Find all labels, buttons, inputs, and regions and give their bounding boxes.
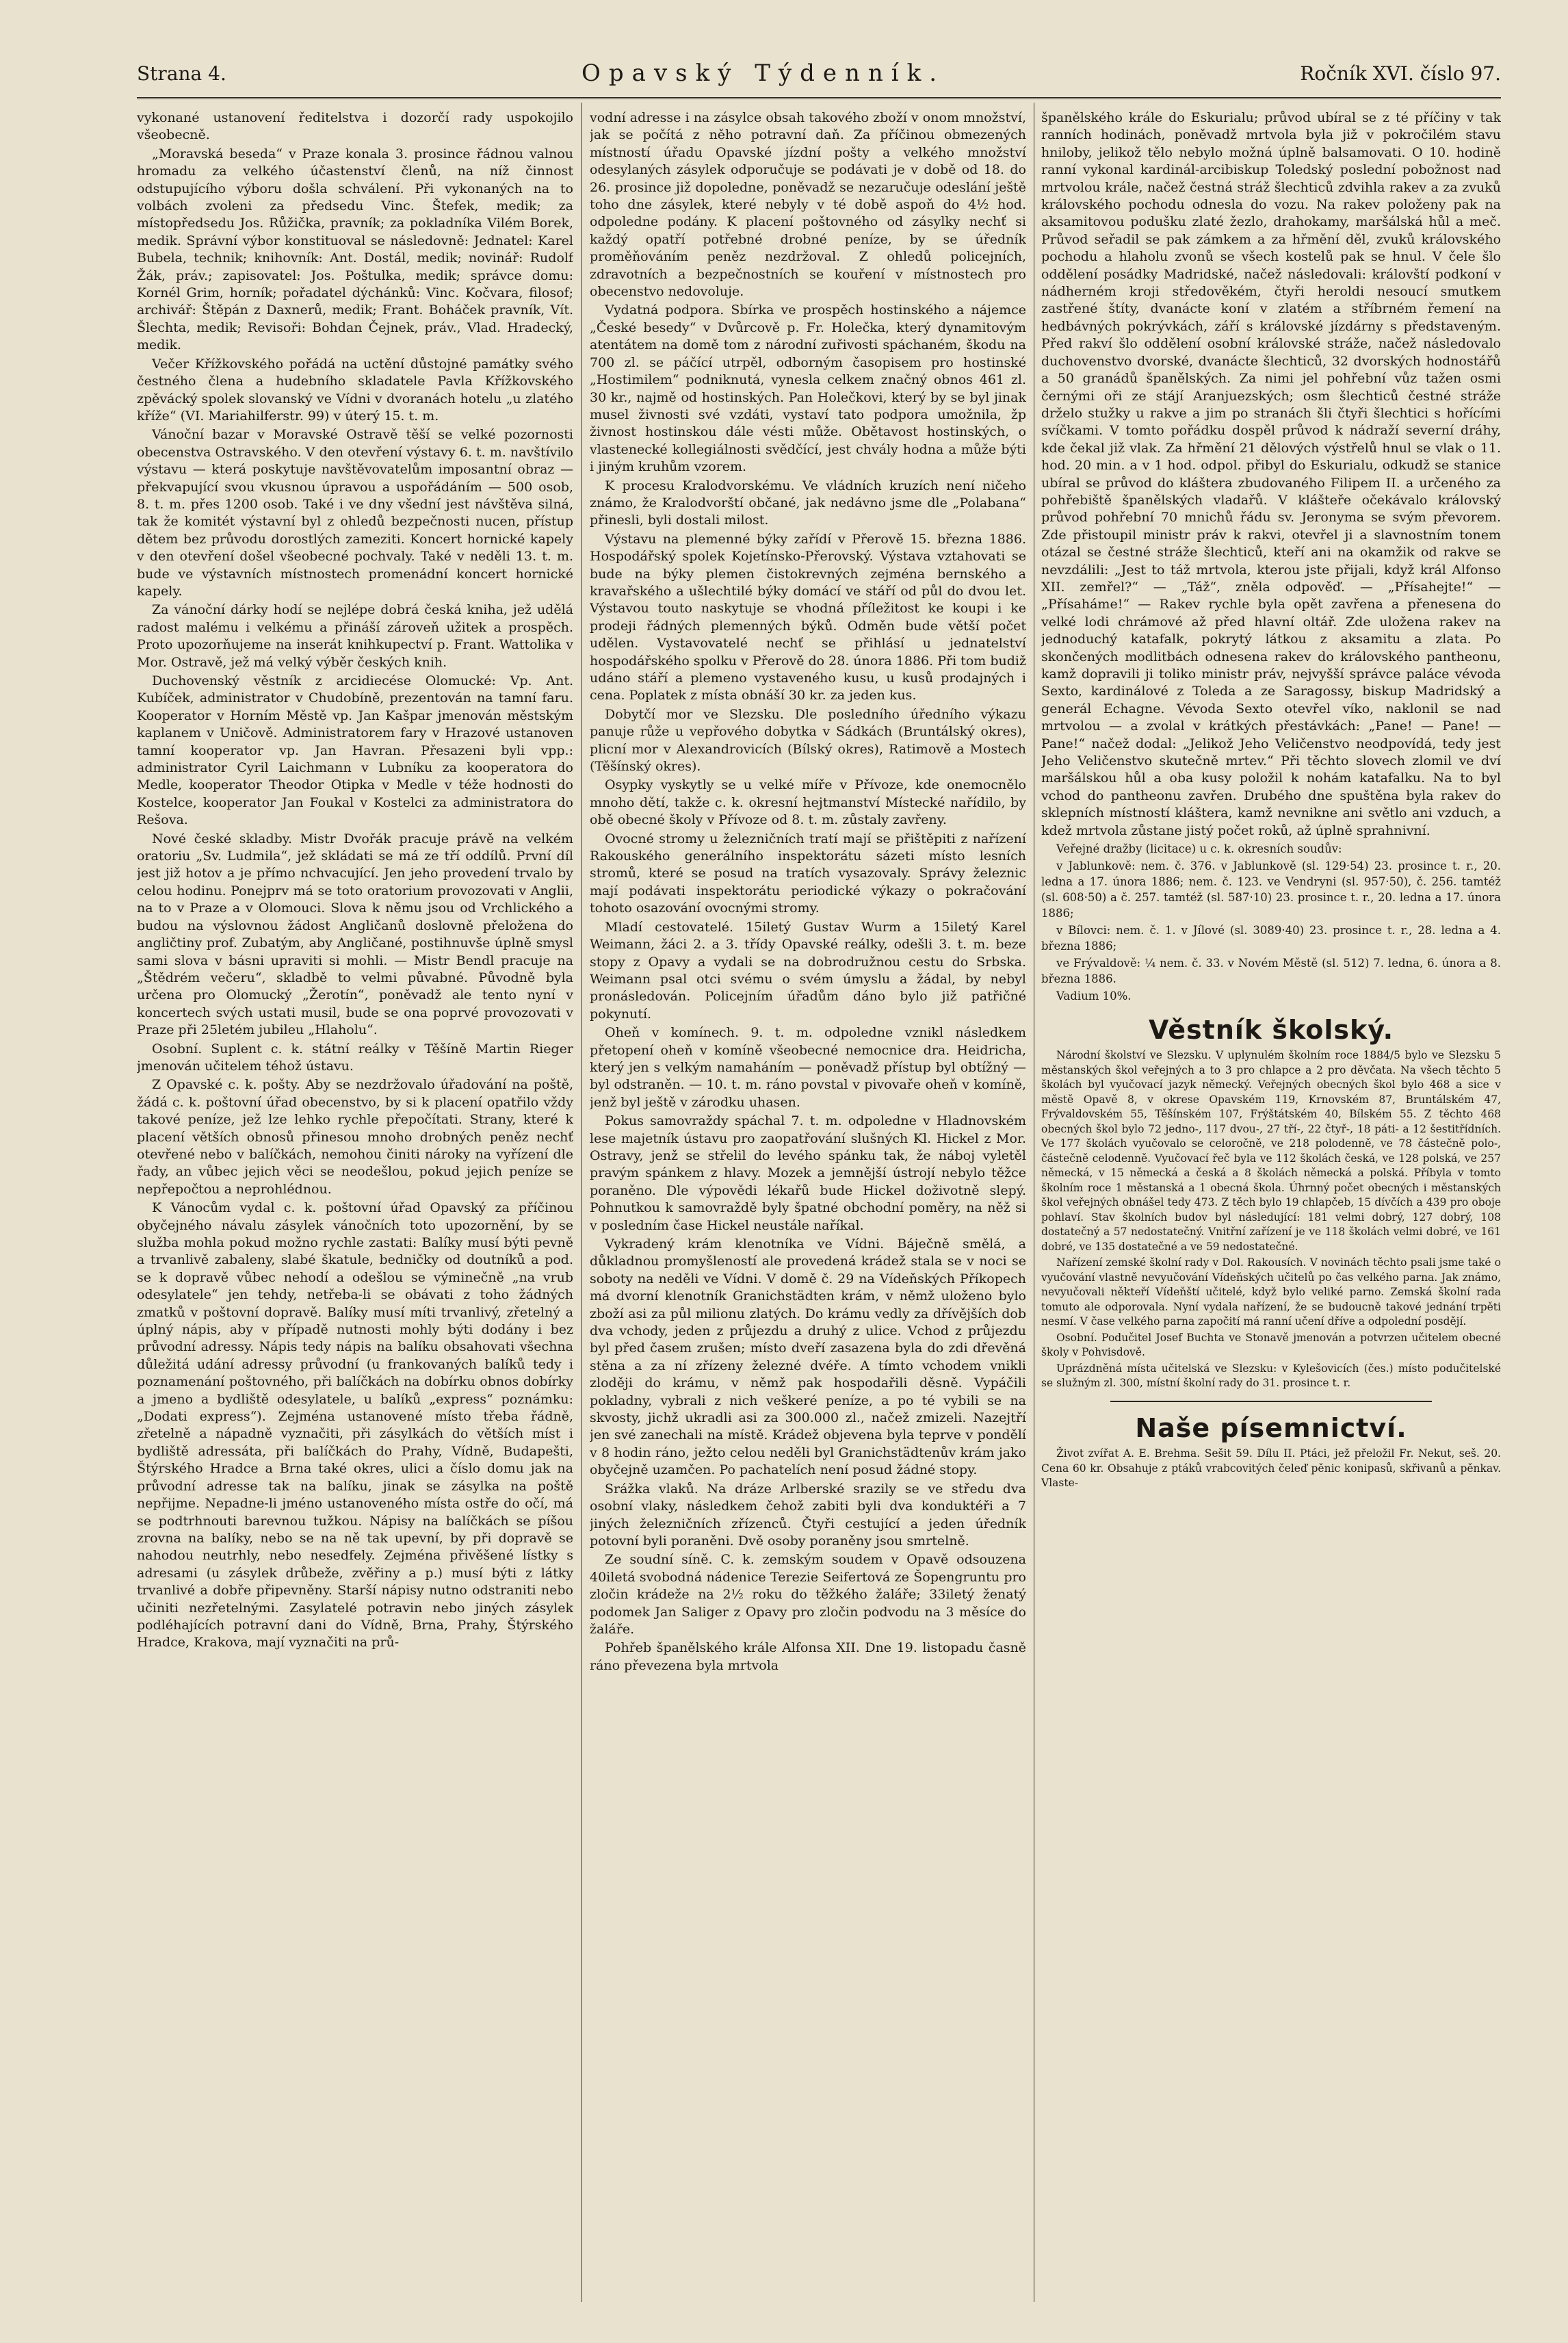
page-number: Strana 4. <box>137 62 226 85</box>
column-3 <box>1041 109 1501 2302</box>
article-paragraph: Život zvířat A. E. Brehma. Sešit 59. Dílu II. Ptáci, jež přeložil Fr. Nekut, seš. 20. Cena 60 kr. Obsahuje z ptáků vrabcovitých čeleď pěnic konipasů, skřivanů a pěnkav. Vlaste- <box>1041 1447 1501 1490</box>
issue-info: Ročník XVI. číslo 97. <box>1300 62 1501 85</box>
article-paragraph: Národní školství ve Slezsku. V uplynulém školním roce 1884/5 bylo ve Slezsku 5 městanských škol veřejných a to 3 pro chlapce a 2 pro děvčata. Na všech těchto 5 školách byl vyučovací jazyk německý. Veřejných obecných škol bylo 468 a sice v městě Opavě 8, v okrese Opavském 119, Krnovském 87, Bruntálském 47, Frývaldovském 55, Těšínském 107, Frýštátském 40, Bílském 55. Z těchto 468 obecných škol bylo 72 jedno-, 117 dvou-, 27 tří-, 22 čtyř-, 18 páti- a 12 šestitřídních. Ve 177 školách vyučovalo se celoročně, ve 218 polodenně, ve 78 částečně polo-, částečně celodenně. Vyučovací řeč byla ve 112 školách česká, ve 128 polská, ve 257 německá, v 15 německá a česká a 8 školách německá a polská. Příbyla v tomto školním roce 1 městanská a 1 obecná škola. Úhrnný počet obecných i městanských škol veřejných obnášel tedy 473. Z těch bylo 19 chlapčeb, 15 dívčích a 439 pro oboje pohlaví. Stav školních budov byl následující: 181 velmi dobrý, 127 dobrý, 108 dostatečný a 57 nedostatečný. Vnitřní zařízení je ve 118 školách velmi dobré, ve 161 dobré, ve 135 dostatečné a ve 59 nedostatečné. <box>1041 1049 1501 1253</box>
article-paragraph: Z Opavské c. k. pošty. Aby se nezdržovalo úřadování na poště, žádá c. k. poštovní úřad obecenstvo, by si k placení opatřilo vždy takové peníze, jež lze lehko rychle přepočítati. Strany, které k placení větších obnosů přinesou mnoho drobných peněz nechť otevřené nebo v balíčkách, nemohou činiti nároky na vyřízení dle řady, an vůbec jejich věci se neodešlou, pokud jejich peníze se nepřepočtou a neprohlédnou. <box>137 1077 573 1197</box>
article-paragraph: Srážka vlaků. Na dráze Arlberské srazily se ve středu dva osobní vlaky, následkem čehož zabiti byli dva konduktéři a 7 jiných železničních zřízenců. Čtyři cestující a jeden úředník potovní byli poraněni. Dvě osoby poraněny jsou smrtelně. <box>590 1481 1026 1549</box>
auctions-item: ve Frývaldově: ¼ nem. č. 33. v Novém Městě (sl. 512) 7. ledna, 6. února a 8. března 1886. <box>1041 957 1501 986</box>
article-paragraph: Osypky vyskytly se u velké míře v Přívoze, kde onemocnělo mnoho dětí, takže c. k. okresní hejtmanství Místecké nařídilo, by obě obecné školy v Přívoze od 8. t. m. zůstaly zavřeny. <box>590 777 1026 828</box>
auctions-heading: Veřejné dražby (licitace) u c. k. okresních soudův: <box>1056 842 1342 856</box>
auctions-item: Vadium 10%. <box>1056 989 1132 1003</box>
section-title-vestnik: Věstník školský. <box>1148 1015 1394 1046</box>
auctions-notice <box>1041 841 1501 1004</box>
article-paragraph: Vánoční bazar v Moravské Ostravě těší se velké pozornosti obecenstva Ostravského. V den otevření výstavy 6. t. m. navštívilo výstavu — která poskytuje navštěvovatelům imposantní obraz — překvapující svou vkusnou úpravou a uspořádáním — 500 osob, 8. t. m. přes 1200 osob. Také i ve dny všední jest návštěva silná, tak že komitét výstavní byl z ohledů bezpečnosti nucen, přístup dětem bez průvodu dorostlých zameziti. Koncert hornické kapely v den otevření došel všeobecné pochvaly. Také v neděli 13. t. m. bude ve výstavních místnostech promenádní koncert hornické kapely. <box>137 427 573 599</box>
header-rule <box>137 97 1501 99</box>
article-paragraph: Osobní. Podučitel Josef Buchta ve Stonavě jmenován a potvrzen učitelem obecné školy v Pohvisdově. <box>1041 1331 1501 1359</box>
article-paragraph: Uprázdněná místa učitelská ve Slezsku: v Kylešovicích (čes.) místo podučitelské se služným zl. 300, místní školní rady do 31. prosince t. r. <box>1041 1362 1501 1390</box>
article-paragraph: Vydatná podpora. Sbírka ve prospěch hostinského a nájemce „České besedy“ v Dvůrcově p. Fr. Holečka, který dynamitovým atentátem na domě tom z národní zuřivosti spáchaném, škodu na 700 zl. se páčící utrpěl, odborným časopisem pro hostinské „Hostimilem“ podniknutá, vynesla celkem značný obnos 461 zl. 30 kr., najmě od hostinských. Pan Holečkovi, který by se byl jinak musel živnosti své vzdáti, vystaví tato podpora umožnila, žp živnost hostinskou dále vésti může. Obětavost hostinských, o vlastenecké kollegiálnosti svědčící, jest chvály hodna a může býti i jiným kruhům vzorem. <box>590 302 1026 475</box>
newspaper-title: Opavský Týdenník. <box>582 60 945 87</box>
article-paragraph: Osobní. Suplent c. k. státní reálky v Těšíně Martin Rieger jmenován učitelem téhož ústavu. <box>137 1041 573 1074</box>
article-paragraph: španělského krále do Eskurialu; průvod ubíral se z té příčiny v tak ranních hodinách, poněvadž mrtvola byla již v pokročilém stavu hniloby, jelikož tělo nebylo možná úplně balsamovati. O 10. hodině ranní vykonal kardinál-arcibiskup Toledský poslední pobožnost nad mrtvolou krále, načež čestná stráž šlechticů zdvihla rakev a za zvuků královského pochodu odnesla do vozu. Na rakev položeny pak na aksamitovou podušku zlaté žezlo, drahokamy, maršálská hůl a meč. Průvod seřadil se pak zámkem a za hřmění děl, zvuků královského pochodu a hlaholu zvonů se všech kostelů pak se hnul. V čele šlo oddělení posádky Madridské, načež následovali: královští podkoní v nádherném kroji středověkém, čtyři heroldi nesoucí smutkem zastřené štíty, dvanácte koní v zlatém a stříbrném řemení na hedbávných pokrývkách, září s královské jízdárny s představeným. Před rakví šlo oddělení osobní královské stráže, načež následovalo duchovenstvo dvorské, dvanácte šlechticů, 32 dvorských hodnostářů a 50 granádů španělských. Za nimi jel pohřební vůz tažen osmi černými oři ze stájí Aranjuezských; osm šlechticů čestné stráže drželo stužky u rakve a jim po stranách šli čtyři šlechtici s hořícími svíčkami. V tomto pořádku dospěl průvod k nádraží severní dráhy, kde čekal již vlak. Za hřmění 21 dělových výstřelů hnul se vlak o 11. hod. 20 min. a v 1 hod. odpol. přibyl do Eskurialu, odkudž se stanice ubíral se průvod do kláštera zbudovaného Filipem II. a určeného za pohřebiště španělských vladařů. V klášteře očekávalo královský průvod pohřební 70 mnichů řádu sv. Jeronyma se svým převorem. Zde přistoupil ministr práv k rakvi, otevřel ji a slavnostním tonem otázal se čestné stráže šlechticů, kteří ani na okamžik od rakve se nevzdálili: „Jest to táž mrtvola, kterou jste přijali, když král Alfonso XII. zemřel?“ — „Táž“, zněla odpověď. — „Přísahejte!“ — „Přísaháme!“ — Rakev rychle byla opět zavřena a přenesena do velké lodi chrámové až před hlavní oltář. Zde uložena rakev na jednoduchý katafalk, pokrytý látkou z aksamitu a zlata. Po skončených modlitbách odnesena rakev do královského pantheonu, kamž dopravili ji toliko ministr práv, nejvyšší správce paláce vévoda Sexto, kardinálové z Toleda a ze Saragossy, biskup Madridský a generál Echagne. Vévoda Sexto otevřel víko, naklonil se nad mrtvolou — a zvolal v krátkých přestávkách: „Pane! — Pane! — Pane!“ načež dodal: „Jelikož Jeho Veličenstvo neodpovídá, tedy jest Jeho Veličenstvo skutečně mrtev.“ Při těchto slovech zlomil ve dví maršálskou hůl a oba kusy položil k nohám katafalku. Na to byl vchod do pantheonu zavřen. Drubého dne spuštěna byla rakev do sklepních místností kláštera, kamž nevnikne ani světlo ani vzduch, a kdež mrtvola zůstane jistý počet roků, až úplně sprahnivní. <box>1041 110 1501 838</box>
article-paragraph: Vykradený krám klenotníka ve Vídni. Báječně smělá, a důkladnou promyšleností ale provedená krádež stala se v noci se soboty na neděli ve Vídni. V domě č. 29 na Vídeňských Příkopech má dvorní klenotník Granichstädten krám, v němž uloženo bylo zboží asi za půl milionu zlatých. Do krámu vedly za dřívějších dob dva vchody, jeden z průjezdu a druhý z ulice. Vchod z průjezdu byl před časem zrušen; místo dveří zasazena byla do zdi dřevěná stěna a za ní zřízeny železné dvéře. A tímto vchodem vnikli zloději do krámu, v němž pak hospodařili děsně. Vypáčili pokladny, vybrali z nich veškeré peníze, a po té vybili se na skvosty, jichž ukradli asi za 300.000 zl., načež zmizeli. Nazejtří jen své zanechali na místě. Krádež objevena byla teprve v pondělí v 8 hodin ráno, ježto celou neděli byl Granichstädtenův krám jako obyčejně uzamčen. Po pachatelích není posud žádné stopy. <box>590 1237 1026 1478</box>
auctions-item: v Jablunkově: nem. č. 376. v Jablunkově (sl. 129·54) 23. prosince t. r., 20. ledna a 17. února 1886; nem. č. 123. ve Vendryni (sl. 957·50), č. 256. tamtéž (sl. 608·50) a č. 257. tamtéž (sl. 587·10) 23. prosince t. r., 20. ledna a 17. února 1886; <box>1041 859 1501 920</box>
article-paragraph: Pokus samovraždy spáchal 7. t. m. odpoledne v Hladnovském lese majetník ústavu pro zaopatřování slušných Kl. Hickel z Mor. Ostravy, jenž se střelil do levého spánku tak, že náboj vyletěl pravým spánkem z hlavy. Mozek a jemnější ústrojí nebylo těžce poraněno. Dle výpovědi lékařů bude Hickel doživotně slepý. Pohnutkou k samovraždě byly špatné obchodní poměry, na něž si v posledním čase Hickel neustále naříkal. <box>590 1113 1026 1233</box>
article-paragraph: Pohřeb španělského krále Alfonsa XII. Dne 19. listopadu časně ráno převezena byla mrtvola <box>590 1640 1026 1673</box>
section-title-pisemnictvi: Naše písemnictví. <box>1135 1412 1407 1443</box>
article-paragraph: K procesu Kralodvorskému. Ve vládních kruzích není ničeho známo, že Kralodvorští občané, jak nedávno jsme dle „Polabana“ přinesli, byli dostali milost. <box>590 478 1026 528</box>
article-paragraph: „Moravská beseda“ v Praze konala 3. prosince řádnou valnou hromadu za velkého účastenství členů, na níž činnost odstupujícího výboru došla schválení. Při vykonaných na to volbách zvoleni za předsedu Vinc. Štefek, medik; za místopředsedu Jos. Růžička, pravník; za pokladníka Vilém Borek, medik. Správní výbor konstituoval se následovně: Jednatel: Karel Bubela, technik; knihovník: Ant. Dostál, medik; novinář: Rudolf Žák, práv.; zapisovatel: Jos. Poštulka, medik; správce domu: Kornél Grim, horník; pořadatel dýchánků: Vinc. Kočvara, filosof; archivář: Štěpán z Daxnerů, medik; Frant. Boháček pravník, Vít. Šlechta, medik; Revisoři: Bohdan Čejnek, práv., Vlad. Hradecký, medik. <box>137 146 573 353</box>
column-1 <box>137 109 573 2302</box>
article-paragraph: vodní adresse i na zásylce obsah takového zboží v onom množství, jak se počítá z něho potravní daň. Za příčinou obmezených místností úřadu Opavské jízdní pošty a velkého množství odesylaných zásylek odporučuje se podávati je v době od 18. do 26. prosince již dopoledne, poněvadž se nezaručuje odeslání ještě toho dne zásylek, které nebyly v té době aspoň do 4½ hod. odpoledne podány. K placení poštovného od zásylky nechť si každý opatří potřebné drobné peníze, by se úředník proměňováním peněz nezdržoval. Z ohledů policejních, zdravotních a bezpečnostních se kouření v místnostech pro obecenstvo nedovoluje. <box>590 110 1026 300</box>
article-paragraph: Nařízení zemské školní rady v Dol. Rakousích. V novinách těchto psali jsme také o vyučování vlastně nevyučování Vídeňských učitelů po čas velkého parna. Jak známo, nevyučovali někteří Vídeňští učitelé, když bylo veliké parno. Zemská školní rada tomuto ale odporovala. Nyní vydala nařízení, že se budoucně takové jednání trpěti nesmí. V čase velkého parna započití má ranní učení dříve a odpolední posdějí. <box>1041 1256 1501 1328</box>
article-paragraph: Nové české skladby. Mistr Dvořák pracuje právě na velkém oratoriu „Sv. Ludmila“, jež skládati se má ze tří oddílů. První díl jest již hotov a je přímo nchvacující. Jen jeho provedení trvalo by celou hodinu. Ponejprv má se toto oratorium provozovati v Anglii, na to v Praze a v Olomouci. Slova k němu jsou od Vrchlického a budou na výslovnou žádost Angličanů doslovně přeložena do angličtiny prof. Zubatým, aby Angličané, postihnuvše úplně smysl sami slova v básni upraviti si mohli. — Mistr Bendl pracuje na „Štědrém večeru“, skladbě to velmi půvabné. Původně byla určena pro Olomucký „Žerotín“, poněvadž ale tento nyní v koncertech svých ustati musil, bude se ona poprvé provozovati v Praze při 25letém jubileu „Hlaholu“. <box>137 831 573 1038</box>
page-header <box>137 56 1501 90</box>
article-paragraph: vykonané ustanovení ředitelstva i dozorčí rady uspokojilo všeobecně. <box>137 110 573 143</box>
article-paragraph: Výstavu na plemenné býky zařídí v Přerově 15. března 1886. Hospodářský spolek Kojetínsko-Přerovský. Výstava vztahovati se bude na býky plemen čistokrevných zejména bernského a kravařského a ušlechtilé býky domácí ve stáří od půl do dvou let. Výstavou touto naskytuje se vhodná příležitost ke koupi i ke prodeji řádných plemenných býků. Odměn bude větší počet udělen. Vystavovatelé nechť se přihlásí u jednatelství hospodářského spolku v Přerově do 28. února 1886. Při tom budiž udáno stáří a plemeno vystaveného kusu, u kusů prodajných i cena. Poplatek z místa obnáší 30 kr. za jeden kus. <box>590 531 1026 703</box>
article-paragraph: Ovocné stromy u železničních tratí mají se přištěpiti z nařízení Rakouského generálního inspektorátu sázeti místo lesních stromů, které se posud na tratích vysazovaly. Správy železnic mají podávati inspektorátu periodické výkazy o pokračování tohoto osazování ovocnými stromy. <box>590 831 1026 916</box>
pisemnictvi-section <box>1041 1447 1501 1491</box>
article-paragraph: Mladí cestovatelé. 15iletý Gustav Wurm a 15iletý Karel Weimann, žáci 2. a 3. třídy Opavské reálky, odešli 3. t. m. beze stopy z Opavy a vydali se na dobrodružnou cestu do Srbska. Weimann psal otci svému o svém úmyslu a žádal, by nebyl pronásledován. Policejním úřadům dáno bylo již patřičné pokynutí. <box>590 919 1026 1022</box>
vestnik-section <box>1041 1048 1501 1391</box>
section-divider <box>1110 1401 1432 1402</box>
article-paragraph: Večer Křížkovského pořádá na uctění důstojné památky svého čestného člena a hudebního skladatele Pavla Křížkovského zpěvácký spolek slovanský ve Vídni v dvoranách hotelu „u zlatého kříže“ (VI. Mariahilferstr. 99) v úterý 15. t. m. <box>137 356 573 424</box>
article-paragraph: Oheň v komínech. 9. t. m. odpoledne vznikl následkem přetopení oheň v komíně všeobecné nemocnice dra. Heidricha, který jen s velkým namaháním — poněvadž přístup byl obtížný — byl odstraněn. — 10. t. m. ráno povstal v pivovaře oheň v komíně, jenž byl ještě v zárodku uhasen. <box>590 1025 1026 1110</box>
article-paragraph: Za vánoční dárky hodí se nejlépe dobrá česká kniha, jež udělá radost malému i velkému a přináší zároveň užitek a prospěch. Proto upozorňujeme na inserát knihkupectví p. Frant. Wattolika v Mor. Ostravě, jež má velký výběr českých knih. <box>137 602 573 670</box>
article-paragraph: Ze soudní síně. C. k. zemským soudem v Opavě odsouzena 40iletá svobodná nádenice Terezie Seifertová ze Šopengruntu pro zločin krádeže na 2½ roku do těžkého žaláře; 33iletý ženatý podomek Jan Saliger z Opavy pro zločin podvodu na 3 měsíce do žaláře. <box>590 1552 1026 1637</box>
article-paragraph: Dobytčí mor ve Slezsku. Dle posledního úředního výkazu panuje růže u vepřového dobytka v Sádkách (Bruntálský okres), plicní mor v Alexandrovicích (Bílský okres), Ratimově a Mostech (Těšínský okres). <box>590 706 1026 775</box>
column-2 <box>590 109 1026 2302</box>
article-paragraph: K Vánocům vydal c. k. poštovní úřad Opavský za příčinou obyčejného návalu zásylek vánočních toto upozornění, by se služba mohla pokud možno rychle zastati: Balíky musí býti pevně a trvanlivě zabaleny, slabé škatule, bedničky od doutníků a pod. se k dopravě vůbec nehodí a odešlou se výminečně „na vrub odesylatele“ jen tehdy, netřeba-li se obávati z toho žádných zmatků v poštovní dopravě. Balíky musí míti trvanlivý, zřetelný a úplný nápis, aby v případě nutnosti mohly býti dodány i bez průvodní adressy. Nápis tedy nápis na balíku obsahovati všechna důležitá udání adressy průvodní (u frankovaných balíků tedy i poznamenání poštovného, při balíčkách na dobírku obnos dobírky a jmeno a bydliště odesylatele, u balíků „express“ poznámku: „Dodati express“). Zejména ustanovené místo třeba řádně, zřetelně a nápadně vyznačiti, při zásylkách do větších míst i bydliště adressáta, při balíčkách do Prahy, Vídně, Budapešti, Štýrského Hradce a Brna také okres, ulici a číslo domu jak na průvodní adresse tak na balíku, jinak se zásylka na poště nepřijme. Nepadne-li jméno ustanoveného místa ostře do očí, má se podtrhnouti barevnou tužkou. Nápisy na balíčkách se píšou zrovna na balíky, nebo se na ně tak upevní, by při dopravě se nahodou neutrhly, nebo nesedfely. Zejména přivěšené lístky s adresami (u zásylek drůbeže, zvěřiny a p.) musí býti z látky trvanlivé a dobře připevněny. Starší nápisy nutno odstraniti nebo učiniti nezřetelnými. Zasylatelé potravin nebo jiných zásylek podléhajících potravní dani do Vídně, Brna, Prahy, Štýrského Hradce, Krakova, mají vyznačiti na prů- <box>137 1200 573 1651</box>
article-paragraph: Duchovenský věstník z arcidiecése Olomucké: Vp. Ant. Kubíček, administrator v Chudobíně, prezentován na tamní faru. Kooperator v Horním Městě vp. Jan Kašpar jmenován městským kaplanem v Uničově. Administratorem fary v Hrazové ustanoven tamní kooperator vp. Jan Havran. Přesazeni byli vpp.: administrator Cyril Laichmann v Lubníku za kooperatora do Medle, kooperator Theodor Otipka v Medle v téže hodnosti do Kostelce, kooperator Jan Foukal v Kostelci za administratora do Rešova. <box>137 673 573 828</box>
auctions-item: v Bílovci: nem. č. 1. v Jílové (sl. 3089·40) 23. prosince t. r., 28. ledna a 4. března 1886; <box>1041 924 1501 953</box>
